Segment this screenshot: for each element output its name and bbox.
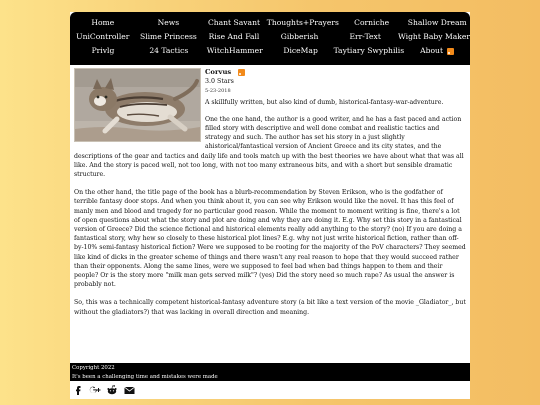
footer-tagline: It's been a challenging time and mistakes were made (72, 373, 218, 380)
top-navigation (70, 12, 470, 65)
post-paragraph: One the one hand, the author is a good writer, and he has a fast paced and action filled story with descriptive and well done combat and realistic tactics and strategy and such. The author has set his story in a just slightly ahistorical/fantastical version of Ancient Greece and its city states, and the descriptions of the gear and tactics and daily life and tools match up with the best theories we have about what that was all like. And the story is paced well, not too long, with not too many extraneous bits, and with a short but sensible dramatic structure. (74, 115, 464, 178)
post-date: 5-23-2018 (205, 87, 231, 94)
footer-copyright: Copyright 2022 (72, 365, 115, 371)
nav-link-taytiary-swyphilis[interactable]: Taytiary Swyphilis (333, 46, 405, 55)
post-content (70, 65, 470, 317)
rss-icon[interactable] (447, 48, 454, 55)
google-plus-icon[interactable] (89, 384, 101, 396)
nav-row-3 (70, 44, 470, 58)
footer (70, 363, 470, 381)
nav-link-chant-savant[interactable]: Chant Savant (207, 18, 261, 27)
nav-link-corniche[interactable]: Corniche (354, 18, 390, 27)
nav-link-about[interactable]: About (420, 46, 443, 55)
facebook-icon[interactable] (72, 384, 84, 396)
nav-link-privlg[interactable]: Privlg (91, 46, 115, 55)
nav-link-wight-baby-maker[interactable]: Wight Baby Maker (397, 32, 470, 41)
nav-link-rise-and-fall[interactable]: Rise And Fall (208, 32, 260, 41)
nav-link-gibberish[interactable]: Gibberish (280, 32, 319, 41)
post-rating: 3.0 Stars (205, 78, 234, 85)
post-image (74, 68, 201, 142)
nav-link-slime-princess[interactable]: Slime Princess (140, 32, 197, 41)
post-author[interactable]: Corvus (205, 68, 232, 76)
nav-link-thoughts-prayers[interactable]: Thoughts+Prayers (266, 18, 339, 27)
nav-link-dicemap[interactable]: DiceMap (283, 46, 318, 55)
post-summary: A skillfully written, but also kind of dumb, historical-fantasy-war-adventure. (205, 98, 444, 106)
nav-link-home[interactable]: Home (91, 18, 115, 27)
nav-link-unicontroller[interactable]: UniController (76, 32, 130, 41)
nav-link-about-group (404, 44, 470, 58)
page (70, 12, 470, 399)
nav-link-witchhammer[interactable]: WitchHammer (206, 46, 263, 55)
nav-row-1 (70, 16, 470, 30)
post-paragraph: So, this was a technically competent historical-fantasy adventure story (a bit like a text version of the movie _Gladiator_, but without the gladiators?) that was lacking in overall direction and meaning. (74, 299, 466, 316)
reddit-icon[interactable] (106, 384, 118, 396)
nav-link-24-tactics[interactable]: 24 Tactics (149, 46, 189, 55)
nav-row-2 (70, 30, 470, 44)
nav-link-err-text[interactable]: Err-Text (349, 32, 381, 41)
share-bar (72, 384, 135, 396)
cat-photo (75, 69, 200, 141)
email-icon[interactable] (123, 384, 135, 396)
post-paragraph: On the other hand, the title page of the book has a blurb-recommendation by Steven Erikson, who is the godfather of terrible fantasy door stops. And when you think about it, you can see why Erikson would like the novel. It has this feel of manly men and blood and tragedy for no particular good reason. While the moment to moment writing is fine, there's a lot of open questions about what the story and plot are doing and why they are doing it. E.g. Why set this story in a fantastical version of Greece? Did the science fictional and historical elements really add anything to the story? (no) If you are doing a fantastical story, why hew so closely to these historical plot lines? E.g. why not just write historical fiction, rather than off-by-10% semi-fantasy historical fiction? Were we supposed to be rooting for the majority of the PoV characters? They seemed like kind of dicks in the greater scheme of things and there wasn't any real reason to hope that they would succeed rather than their opponents. Along the same lines, were we supposed to feel bad when bad things happen to them and their people? Or is the story more "milk man gets served milk"? (yes) Did the story need so much rape? As usual the answer is probably not. (74, 189, 466, 289)
nav-link-shallow-dream[interactable]: Shallow Dream (407, 18, 467, 27)
author-rss-icon[interactable] (238, 69, 245, 76)
nav-link-news[interactable]: News (157, 18, 180, 27)
